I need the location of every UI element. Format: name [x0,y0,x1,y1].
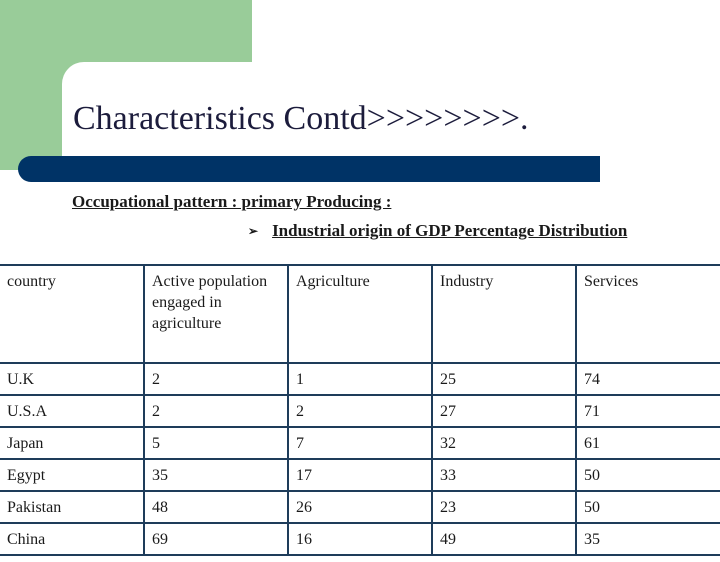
table-cell: 49 [432,523,576,555]
table-cell: 35 [144,459,288,491]
table-cell: Pakistan [0,491,144,523]
table-cell: Japan [0,427,144,459]
table-cell: 50 [576,459,720,491]
subtitle: Occupational pattern : primary Producing : [72,192,392,211]
header-cell: Agriculture [288,265,432,363]
table-cell: 71 [576,395,720,427]
table-cell: 2 [288,395,432,427]
table-cell: 5 [144,427,288,459]
table-cell: 16 [288,523,432,555]
table-cell: China [0,523,144,555]
table-cell: U.K [0,363,144,395]
table-row [0,395,720,427]
table-cell: 1 [288,363,432,395]
table-cell: U.S.A [0,395,144,427]
table-cell: 2 [144,363,288,395]
header-cell: Active population engaged in agriculture [144,265,288,363]
arrow-bullet-icon: ➢ [248,224,259,238]
header-cell: country [0,265,144,363]
table-cell: 35 [576,523,720,555]
table-cell: 50 [576,491,720,523]
table-row [0,523,720,555]
table-cell: 2 [144,395,288,427]
table-cell: 74 [576,363,720,395]
table-row [0,427,720,459]
bullet-item [248,221,627,241]
table-cell: 69 [144,523,288,555]
table-cell: 48 [144,491,288,523]
slide-title: Characteristics Contd>>>>>>>>. [73,100,529,137]
header-cell: Services [576,265,720,363]
table-cell: 7 [288,427,432,459]
table-cell: 23 [432,491,576,523]
table-cell: 61 [576,427,720,459]
title-rule-bar [18,156,600,182]
table-cell: 32 [432,427,576,459]
table-cell: 25 [432,363,576,395]
table-row [0,363,720,395]
table-row [0,459,720,491]
table-row [0,491,720,523]
table-cell: 26 [288,491,432,523]
table-cell: Egypt [0,459,144,491]
table-cell: 17 [288,459,432,491]
bullet-text: Industrial origin of GDP Percentage Distribution [272,221,628,240]
gdp-distribution-table [0,264,720,556]
table-header-row [0,265,720,363]
header-cell: Industry [432,265,576,363]
table-cell: 27 [432,395,576,427]
table-cell: 33 [432,459,576,491]
